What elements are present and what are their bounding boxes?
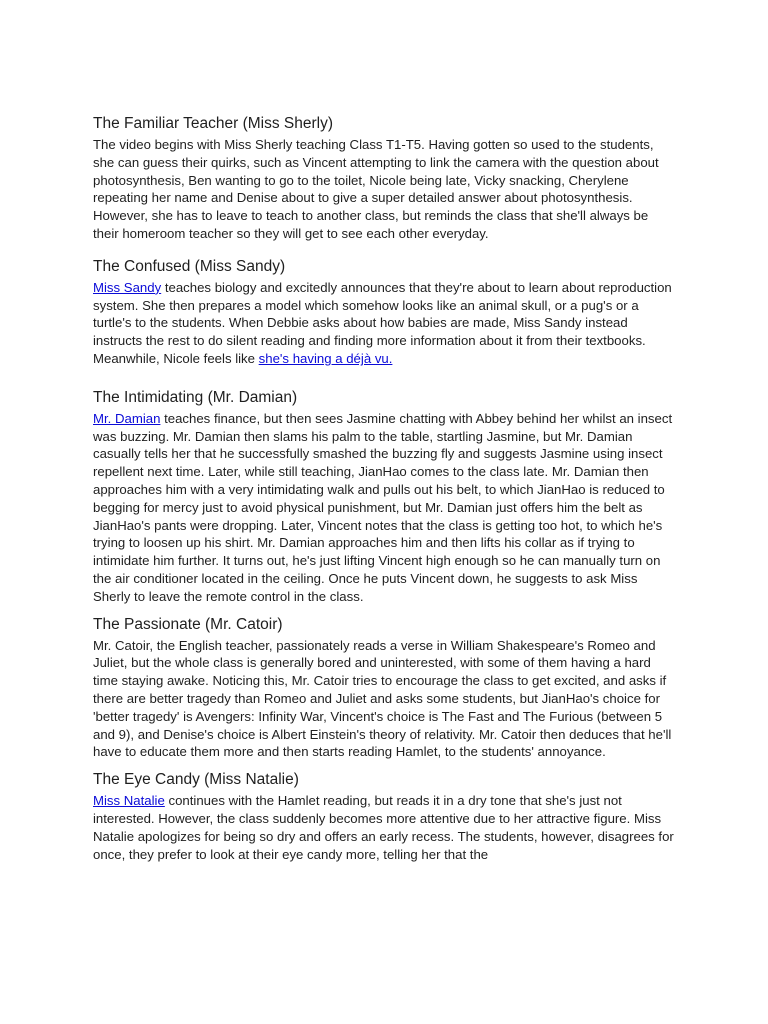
section-confused	[93, 257, 677, 368]
section-familiar-teacher	[93, 114, 677, 243]
body-text: continues with the Hamlet reading, but reads it in a dry tone that she's just not interested. However, the class suddenly becomes more attentive due to her attractive figure. Miss Natalie apologizes for being so dry and offers an early recess. The students, however, disagrees for once, they prefer to look at their eye candy more, telling her that the	[93, 793, 674, 862]
body-text: Mr. Catoir, the English teacher, passionately reads a verse in William Shakespeare's Romeo and Juliet, but the whole class is generally bored and uninterested, with some of them having a hard time staying awake. Noticing this, Mr. Catoir tries to encourage the class to get excited, and asks if there are better tragedy than Romeo and Juliet and asks some students, but JianHao's choice for 'better tragedy' is Avengers: Infinity War, Vincent's choice is The Fast and The Furious (between 5 and 9), and Denise's choice is Albert Einstein's theory of relativity. Mr. Catoir then deduces that he'll have to educate them more and then starts reading Hamlet, to the students' annoyance.	[93, 637, 672, 760]
body-text: teaches finance, but then sees Jasmine chatting with Abbey behind her whilst an insect was buzzing. Mr. Damian then slams his palm to the table, startling Jasmine, but Mr. Damian casually tells her that he successfully smashed the buzzing fly and suggests Jasmine using insect repellent next time. Later, while still teaching, JianHao comes to the class late. Mr. Damian then approaches him with a very intimidating walk and pulls out his belt, to which JianHao is reduced to begging for mercy just to avoid physical punishment, but Mr. Damian just offers him the belt as JianHao's pants were dropping. Later, Vincent notes that the class is getting too hot, to which he's trying to loosen up his shirt. Mr. Damian approaches him and then lifts his collar as if trying to intimidate him further. It turns out, he's just lifting Vincent high enough so he can manually turn on the air conditioner located in the ceiling. Once he puts Vincent down, he suggests to ask Miss Sherly to leave the remote control in the class.	[93, 410, 673, 604]
section-heading: The Intimidating (Mr. Damian)	[93, 388, 298, 406]
section-body	[93, 279, 677, 368]
section-heading: The Familiar Teacher (Miss Sherly)	[93, 115, 334, 132]
section-heading: The Passionate (Mr. Catoir)	[93, 615, 283, 633]
section-eye-candy	[93, 770, 677, 863]
section-body	[93, 637, 677, 762]
body-text: teaches biology and excitedly announces that they're about to learn about reproduction system. She then prepares a model which somehow looks like an animal skull, or a pug's or a turtle's to the students. When Debbie asks about how babies are made, Miss Sandy instead instructs the rest to do silent reading and finding more information about it from their textbooks. Meanwhile, Nicole feels like	[93, 279, 672, 366]
section-passionate	[93, 615, 677, 762]
section-body	[93, 410, 677, 606]
section-heading: The Eye Candy (Miss Natalie)	[93, 771, 299, 789]
body-text: The video begins with Miss Sherly teaching Class T1-T5. Having gotten so used to the students, she can guess their quirks, such as Vincent attempting to link the camera with the question about photosynthesis, Ben wanting to go to the toilet, Nicole being late, Vicky snacking, Cherylene repeating her name and Denise about to give a super detailed answer about photosynthesis. However, she has to leave to teach to another class, but reminds the class that she'll always be their homeroom teacher so they will get to see each other everyday.	[93, 137, 659, 241]
section-body	[93, 136, 677, 243]
section-heading: The Confused (Miss Sandy)	[93, 257, 286, 275]
miss-natalie-link[interactable]: Miss Natalie	[93, 793, 165, 809]
section-intimidating	[93, 388, 677, 606]
miss-sandy-link[interactable]: Miss Sandy	[93, 279, 162, 295]
document-page	[93, 114, 677, 884]
section-body	[93, 792, 677, 863]
deja-vu-link[interactable]: she's having a déjà vu.	[258, 350, 393, 366]
mr-damian-link[interactable]: Mr. Damian	[93, 410, 161, 426]
